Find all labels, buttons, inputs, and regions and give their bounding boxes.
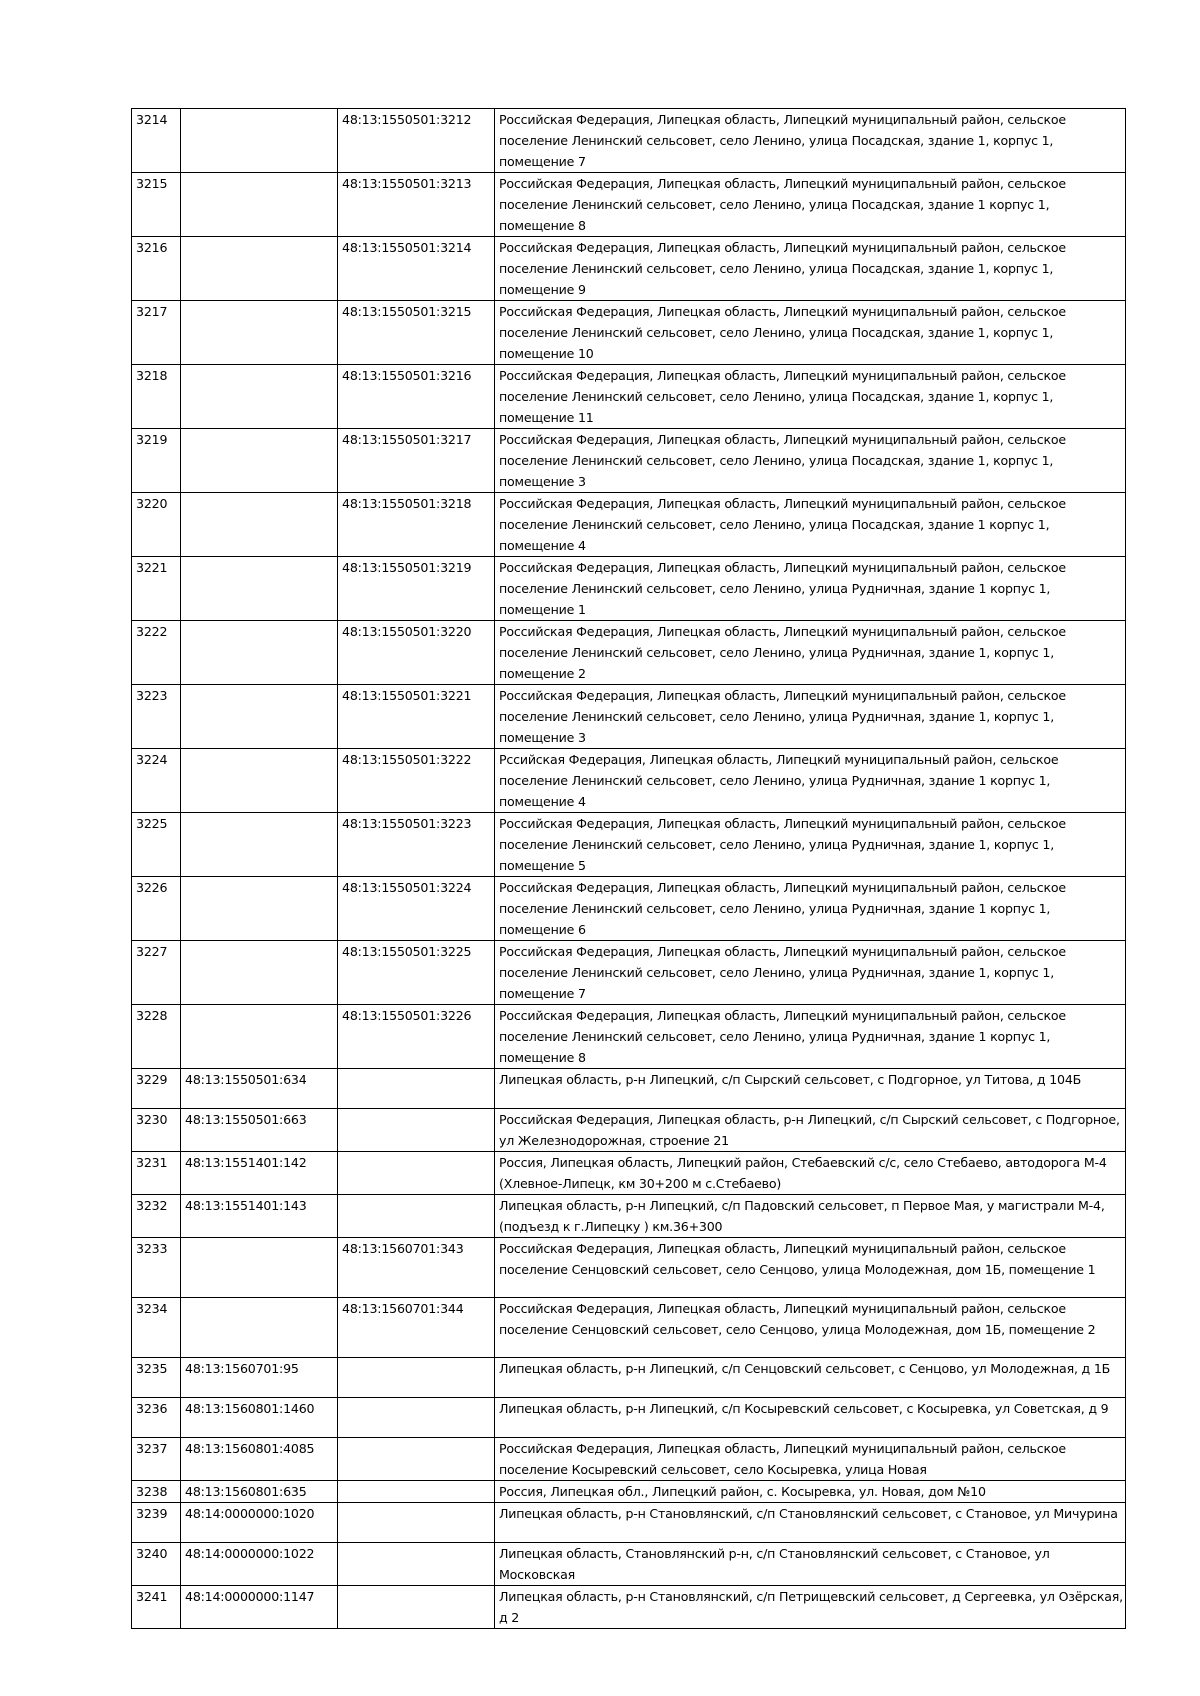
premises-cadastral-number-cell — [338, 1358, 495, 1398]
premises-cadastral-number-cell — [338, 1238, 495, 1298]
premises-cadastral-number-cell — [338, 1503, 495, 1543]
premises-cadastral-number-cell — [338, 685, 495, 749]
row-number-cell-text: 3241 — [136, 1589, 168, 1604]
table-row — [132, 877, 1126, 941]
address-cell-text: Российская Федерация, Липецкая область, Липецкий муниципальный район, сельское поселение Ленинский сельсовет, село Ленино, улица Рудничная, здание 1 корпус 1, помещение 6 — [499, 880, 1066, 937]
row-number-cell — [132, 1481, 181, 1503]
premises-cadastral-number-cell-text: 48:13:1550501:3226 — [342, 1008, 472, 1023]
address-cell — [495, 1503, 1126, 1543]
premises-cadastral-number-cell-text: 48:13:1560701:343 — [342, 1241, 464, 1256]
cadastral-number-cell — [181, 749, 338, 813]
table-row — [132, 621, 1126, 685]
premises-cadastral-number-cell-text: 48:13:1550501:3216 — [342, 368, 472, 383]
address-cell-text: Липецкая область, р-н Липецкий, с/п Сенцовский сельсовет, с Сенцово, ул Молодежная, д 1Б — [499, 1361, 1111, 1376]
address-cell — [495, 1398, 1126, 1438]
address-cell-text: Российская Федерация, Липецкая область, Липецкий муниципальный район, сельское поселение Сенцовский сельсовет, село Сенцово, улица Молодежная, дом 1Б, помещение 2 — [499, 1301, 1096, 1337]
address-cell-text: Российская Федерация, Липецкая область, Липецкий муниципальный район, сельское поселение Косыревский сельсовет, село Косыревка, улица Новая — [499, 1441, 1066, 1477]
row-number-cell — [132, 365, 181, 429]
address-cell — [495, 1005, 1126, 1069]
row-number-cell — [132, 1586, 181, 1629]
address-cell-text: Российская Федерация, Липецкая область, Липецкий муниципальный район, сельское поселение Ленинский сельсовет, село Ленино, улица Рудничная, здание 1 корпус 1, помещение 1 — [499, 560, 1066, 617]
row-number-cell-text: 3231 — [136, 1155, 168, 1170]
cadastral-number-cell — [181, 1298, 338, 1358]
cadastral-number-cell — [181, 1543, 338, 1586]
address-cell-text: Российская Федерация, Липецкая область, Липецкий муниципальный район, сельское поселение Ленинский сельсовет, село Ленино, улица Посадская, здание 1, корпус 1, помещение 10 — [499, 304, 1066, 361]
row-number-cell-text: 3239 — [136, 1506, 168, 1521]
row-number-cell — [132, 1069, 181, 1109]
premises-cadastral-number-cell — [338, 621, 495, 685]
row-number-cell-text: 3222 — [136, 624, 168, 639]
cadastral-number-cell — [181, 1398, 338, 1438]
table-row — [132, 685, 1126, 749]
premises-cadastral-number-cell — [338, 1438, 495, 1481]
premises-cadastral-number-cell-text: 48:13:1550501:3218 — [342, 496, 472, 511]
address-cell-text: Российская Федерация, Липецкая область, Липецкий муниципальный район, сельское поселение Ленинский сельсовет, село Ленино, улица Посадская, здание 1, корпус 1, помещение 11 — [499, 368, 1066, 425]
row-number-cell — [132, 429, 181, 493]
premises-cadastral-number-cell — [338, 1543, 495, 1586]
address-cell — [495, 1586, 1126, 1629]
row-number-cell-text: 3224 — [136, 752, 168, 767]
address-cell-text: Липецкая область, р-н Липецкий, с/п Сырский сельсовет, с Подгорное, ул Титова, д 104Б — [499, 1072, 1082, 1087]
row-number-cell-text: 3236 — [136, 1401, 168, 1416]
table-row — [132, 749, 1126, 813]
address-cell-text: Российская Федерация, Липецкая область, Липецкий муниципальный район, сельское поселение Ленинский сельсовет, село Ленино, улица Посадская, здание 1 корпус 1, помещение 8 — [499, 176, 1066, 233]
address-cell-text: Российская Федерация, Липецкая область, Липецкий муниципальный район, сельское поселение Сенцовский сельсовет, село Сенцово, улица Молодежная, дом 1Б, помещение 1 — [499, 1241, 1096, 1277]
row-number-cell-text: 3227 — [136, 944, 168, 959]
cadastral-number-cell — [181, 1109, 338, 1152]
row-number-cell — [132, 1152, 181, 1195]
address-cell-text: Липецкая область, р-н Липецкий, с/п Падовский сельсовет, п Первое Мая, у магистрали М-4, (подъезд к г.Липецку ) км.36+300 — [499, 1198, 1105, 1234]
table-row — [132, 941, 1126, 1005]
address-cell — [495, 493, 1126, 557]
table-row — [132, 1005, 1126, 1069]
address-cell-text: Липецкая область, Становлянский р-н, с/п Становлянский сельсовет, с Становое, ул Московская — [499, 1546, 1050, 1582]
address-cell-text: Рссийская Федерация, Липецкая область, Липецкий муниципальный район, сельское поселение Ленинский сельсовет, село Ленино, улица Рудничная, здание 1 корпус 1, помещение 4 — [499, 752, 1059, 809]
address-cell — [495, 365, 1126, 429]
cadastral-number-cell — [181, 621, 338, 685]
row-number-cell-text: 3215 — [136, 176, 168, 191]
row-number-cell — [132, 749, 181, 813]
premises-cadastral-number-cell-text: 48:13:1550501:3224 — [342, 880, 472, 895]
row-number-cell — [132, 301, 181, 365]
address-cell-text: Россия, Липецкая обл., Липецкий район, с. Косыревка, ул. Новая, дом №10 — [499, 1484, 986, 1499]
cadastral-number-cell — [181, 1152, 338, 1195]
table-row — [132, 1398, 1126, 1438]
table-row — [132, 1481, 1126, 1503]
table-row — [132, 1438, 1126, 1481]
row-number-cell — [132, 1543, 181, 1586]
premises-cadastral-number-cell-text: 48:13:1560701:344 — [342, 1301, 464, 1316]
address-cell — [495, 1438, 1126, 1481]
cadastral-number-cell — [181, 301, 338, 365]
cadastral-number-cell — [181, 1238, 338, 1298]
cadastral-number-cell — [181, 1438, 338, 1481]
table-row — [132, 237, 1126, 301]
table-row — [132, 429, 1126, 493]
premises-cadastral-number-cell — [338, 493, 495, 557]
cadastral-number-cell — [181, 173, 338, 237]
row-number-cell-text: 3219 — [136, 432, 168, 447]
premises-cadastral-number-cell-text: 48:13:1550501:3215 — [342, 304, 472, 319]
row-number-cell-text: 3230 — [136, 1112, 168, 1127]
row-number-cell — [132, 1238, 181, 1298]
premises-cadastral-number-cell — [338, 1586, 495, 1629]
address-cell — [495, 941, 1126, 1005]
cadastral-number-cell-text: 48:13:1551401:143 — [185, 1198, 307, 1213]
premises-cadastral-number-cell-text: 48:13:1550501:3220 — [342, 624, 472, 639]
table-row — [132, 1069, 1126, 1109]
address-cell — [495, 237, 1126, 301]
cadastral-number-cell-text: 48:14:0000000:1022 — [185, 1546, 315, 1561]
row-number-cell-text: 3229 — [136, 1072, 168, 1087]
cadastral-number-cell — [181, 941, 338, 1005]
address-cell — [495, 1358, 1126, 1398]
premises-cadastral-number-cell — [338, 1195, 495, 1238]
premises-cadastral-number-cell — [338, 1069, 495, 1109]
row-number-cell — [132, 557, 181, 621]
premises-cadastral-number-cell-text: 48:13:1550501:3212 — [342, 112, 472, 127]
premises-cadastral-number-cell — [338, 429, 495, 493]
row-number-cell — [132, 1358, 181, 1398]
premises-cadastral-number-cell-text: 48:13:1550501:3223 — [342, 816, 472, 831]
row-number-cell — [132, 1438, 181, 1481]
cadastral-number-cell — [181, 1586, 338, 1629]
address-cell-text: Российская Федерация, Липецкая область, Липецкий муниципальный район, сельское поселение Ленинский сельсовет, село Ленино, улица Посадская, здание 1, корпус 1, помещение 3 — [499, 432, 1066, 489]
row-number-cell-text: 3233 — [136, 1241, 168, 1256]
address-cell — [495, 1195, 1126, 1238]
cadastral-number-cell — [181, 1195, 338, 1238]
row-number-cell-text: 3235 — [136, 1361, 168, 1376]
address-cell — [495, 429, 1126, 493]
premises-cadastral-number-cell-text: 48:13:1550501:3221 — [342, 688, 472, 703]
cadastral-number-cell-text: 48:13:1550501:663 — [185, 1112, 307, 1127]
table-row — [132, 1358, 1126, 1398]
row-number-cell-text: 3216 — [136, 240, 168, 255]
premises-cadastral-number-cell — [338, 1109, 495, 1152]
address-cell — [495, 301, 1126, 365]
premises-cadastral-number-cell-text: 48:13:1550501:3219 — [342, 560, 472, 575]
row-number-cell — [132, 109, 181, 173]
table-row — [132, 365, 1126, 429]
row-number-cell-text: 3225 — [136, 816, 168, 831]
premises-cadastral-number-cell — [338, 557, 495, 621]
address-cell — [495, 1109, 1126, 1152]
premises-cadastral-number-cell — [338, 1481, 495, 1503]
row-number-cell-text: 3238 — [136, 1484, 168, 1499]
cadastral-number-cell-text: 48:13:1560801:635 — [185, 1484, 307, 1499]
cadastral-number-cell-text: 48:13:1560701:95 — [185, 1361, 299, 1376]
premises-cadastral-number-cell — [338, 941, 495, 1005]
row-number-cell — [132, 941, 181, 1005]
cadastral-number-cell — [181, 557, 338, 621]
registry-table-body — [132, 109, 1126, 1629]
table-row — [132, 557, 1126, 621]
row-number-cell-text: 3232 — [136, 1198, 168, 1213]
premises-cadastral-number-cell — [338, 1005, 495, 1069]
address-cell-text: Российская Федерация, Липецкая область, Липецкий муниципальный район, сельское поселение Ленинский сельсовет, село Ленино, улица Рудничная, здание 1, корпус 1, помещение 7 — [499, 944, 1066, 1001]
address-cell-text: Российская Федерация, Липецкая область, Липецкий муниципальный район, сельское поселение Ленинский сельсовет, село Ленино, улица Посадская, здание 1 корпус 1, помещение 4 — [499, 496, 1066, 553]
row-number-cell — [132, 237, 181, 301]
address-cell-text: Российская Федерация, Липецкая область, Липецкий муниципальный район, сельское поселение Ленинский сельсовет, село Ленино, улица Рудничная, здание 1 корпус 1, помещение 8 — [499, 1008, 1066, 1065]
premises-cadastral-number-cell — [338, 173, 495, 237]
address-cell-text: Российская Федерация, Липецкая область, Липецкий муниципальный район, сельское поселение Ленинский сельсовет, село Ленино, улица Рудничная, здание 1, корпус 1, помещение 3 — [499, 688, 1066, 745]
premises-cadastral-number-cell-text: 48:13:1550501:3214 — [342, 240, 472, 255]
cadastral-number-cell — [181, 365, 338, 429]
premises-cadastral-number-cell — [338, 1152, 495, 1195]
table-row — [132, 1503, 1126, 1543]
premises-cadastral-number-cell — [338, 749, 495, 813]
cadastral-number-cell-text: 48:13:1551401:142 — [185, 1155, 307, 1170]
row-number-cell-text: 3234 — [136, 1301, 168, 1316]
cadastral-number-cell — [181, 1481, 338, 1503]
cadastral-number-cell — [181, 429, 338, 493]
address-cell-text: Липецкая область, р-н Липецкий, с/п Косыревский сельсовет, с Косыревка, ул Советская, д 9 — [499, 1401, 1109, 1416]
address-cell — [495, 1543, 1126, 1586]
row-number-cell — [132, 1005, 181, 1069]
address-cell-text: Российская Федерация, Липецкая область, Липецкий муниципальный район, сельское поселение Ленинский сельсовет, село Ленино, улица Рудничная, здание 1, корпус 1, помещение 2 — [499, 624, 1066, 681]
table-row — [132, 1109, 1126, 1152]
cadastral-number-cell — [181, 109, 338, 173]
table-row — [132, 1586, 1126, 1629]
table-row — [132, 109, 1126, 173]
address-cell — [495, 813, 1126, 877]
row-number-cell-text: 3217 — [136, 304, 168, 319]
row-number-cell — [132, 173, 181, 237]
cadastral-number-cell-text: 48:14:0000000:1020 — [185, 1506, 315, 1521]
address-cell — [495, 557, 1126, 621]
row-number-cell — [132, 1398, 181, 1438]
premises-cadastral-number-cell-text: 48:13:1550501:3213 — [342, 176, 472, 191]
address-cell — [495, 749, 1126, 813]
cadastral-number-cell — [181, 1503, 338, 1543]
cadastral-number-cell — [181, 813, 338, 877]
address-cell-text: Российская Федерация, Липецкая область, р-н Липецкий, с/п Сырский сельсовет, с Подгорное, ул Железнодорожная, строение 21 — [499, 1112, 1120, 1148]
address-cell — [495, 877, 1126, 941]
address-cell-text: Российская Федерация, Липецкая область, Липецкий муниципальный район, сельское поселение Ленинский сельсовет, село Ленино, улица Посадская, здание 1, корпус 1, помещение 9 — [499, 240, 1066, 297]
address-cell — [495, 1298, 1126, 1358]
premises-cadastral-number-cell-text: 48:13:1550501:3217 — [342, 432, 472, 447]
address-cell — [495, 1152, 1126, 1195]
cadastral-number-cell-text: 48:13:1560801:4085 — [185, 1441, 315, 1456]
row-number-cell — [132, 877, 181, 941]
premises-cadastral-number-cell — [338, 1298, 495, 1358]
cadastral-number-cell — [181, 877, 338, 941]
address-cell-text: Липецкая область, р-н Становлянский, с/п Становлянский сельсовет, с Становое, ул Мичурина — [499, 1506, 1118, 1521]
address-cell — [495, 173, 1126, 237]
address-cell-text: Россия, Липецкая область, Липецкий район, Стебаевский с/с, село Стебаево, автодорога М-4 (Хлевное-Липецк, км 30+200 м с.Стебаево) — [499, 1155, 1107, 1191]
row-number-cell-text: 3228 — [136, 1008, 168, 1023]
address-cell — [495, 1069, 1126, 1109]
cadastral-number-cell-text: 48:13:1560801:1460 — [185, 1401, 315, 1416]
row-number-cell-text: 3237 — [136, 1441, 168, 1456]
premises-cadastral-number-cell-text: 48:13:1550501:3222 — [342, 752, 472, 767]
row-number-cell — [132, 813, 181, 877]
premises-cadastral-number-cell — [338, 109, 495, 173]
document-page — [131, 108, 1125, 1629]
cadastral-number-cell-text: 48:14:0000000:1147 — [185, 1589, 315, 1604]
address-cell — [495, 109, 1126, 173]
cadastral-number-cell — [181, 493, 338, 557]
premises-cadastral-number-cell-text: 48:13:1550501:3225 — [342, 944, 472, 959]
table-row — [132, 173, 1126, 237]
cadastral-number-cell — [181, 685, 338, 749]
table-row — [132, 1543, 1126, 1586]
premises-cadastral-number-cell — [338, 1398, 495, 1438]
cadastral-number-cell — [181, 1005, 338, 1069]
address-cell — [495, 1481, 1126, 1503]
address-cell-text: Российская Федерация, Липецкая область, Липецкий муниципальный район, сельское поселение Ленинский сельсовет, село Ленино, улица Рудничная, здание 1, корпус 1, помещение 5 — [499, 816, 1066, 873]
address-cell-text: Липецкая область, р-н Становлянский, с/п Петрищевский сельсовет, д Сергеевка, ул Озёрская, д 2 — [499, 1589, 1123, 1625]
table-row — [132, 1238, 1126, 1298]
address-cell — [495, 1238, 1126, 1298]
row-number-cell — [132, 685, 181, 749]
row-number-cell-text: 3226 — [136, 880, 168, 895]
row-number-cell-text: 3223 — [136, 688, 168, 703]
cadastral-number-cell — [181, 1069, 338, 1109]
cadastral-number-cell — [181, 237, 338, 301]
row-number-cell-text: 3214 — [136, 112, 168, 127]
cadastral-number-cell-text: 48:13:1550501:634 — [185, 1072, 307, 1087]
row-number-cell-text: 3220 — [136, 496, 168, 511]
premises-cadastral-number-cell — [338, 813, 495, 877]
premises-cadastral-number-cell — [338, 877, 495, 941]
row-number-cell-text: 3240 — [136, 1546, 168, 1561]
table-row — [132, 1298, 1126, 1358]
table-row — [132, 813, 1126, 877]
row-number-cell — [132, 1503, 181, 1543]
row-number-cell-text: 3218 — [136, 368, 168, 383]
table-row — [132, 301, 1126, 365]
row-number-cell — [132, 621, 181, 685]
row-number-cell — [132, 493, 181, 557]
address-cell — [495, 621, 1126, 685]
premises-cadastral-number-cell — [338, 365, 495, 429]
table-row — [132, 493, 1126, 557]
cadastral-number-cell — [181, 1358, 338, 1398]
row-number-cell — [132, 1195, 181, 1238]
address-cell — [495, 685, 1126, 749]
row-number-cell — [132, 1109, 181, 1152]
registry-table — [131, 108, 1126, 1629]
row-number-cell — [132, 1298, 181, 1358]
address-cell-text: Российская Федерация, Липецкая область, Липецкий муниципальный район, сельское поселение Ленинский сельсовет, село Ленино, улица Посадская, здание 1, корпус 1, помещение 7 — [499, 112, 1066, 169]
row-number-cell-text: 3221 — [136, 560, 168, 575]
premises-cadastral-number-cell — [338, 237, 495, 301]
table-row — [132, 1152, 1126, 1195]
table-row — [132, 1195, 1126, 1238]
premises-cadastral-number-cell — [338, 301, 495, 365]
